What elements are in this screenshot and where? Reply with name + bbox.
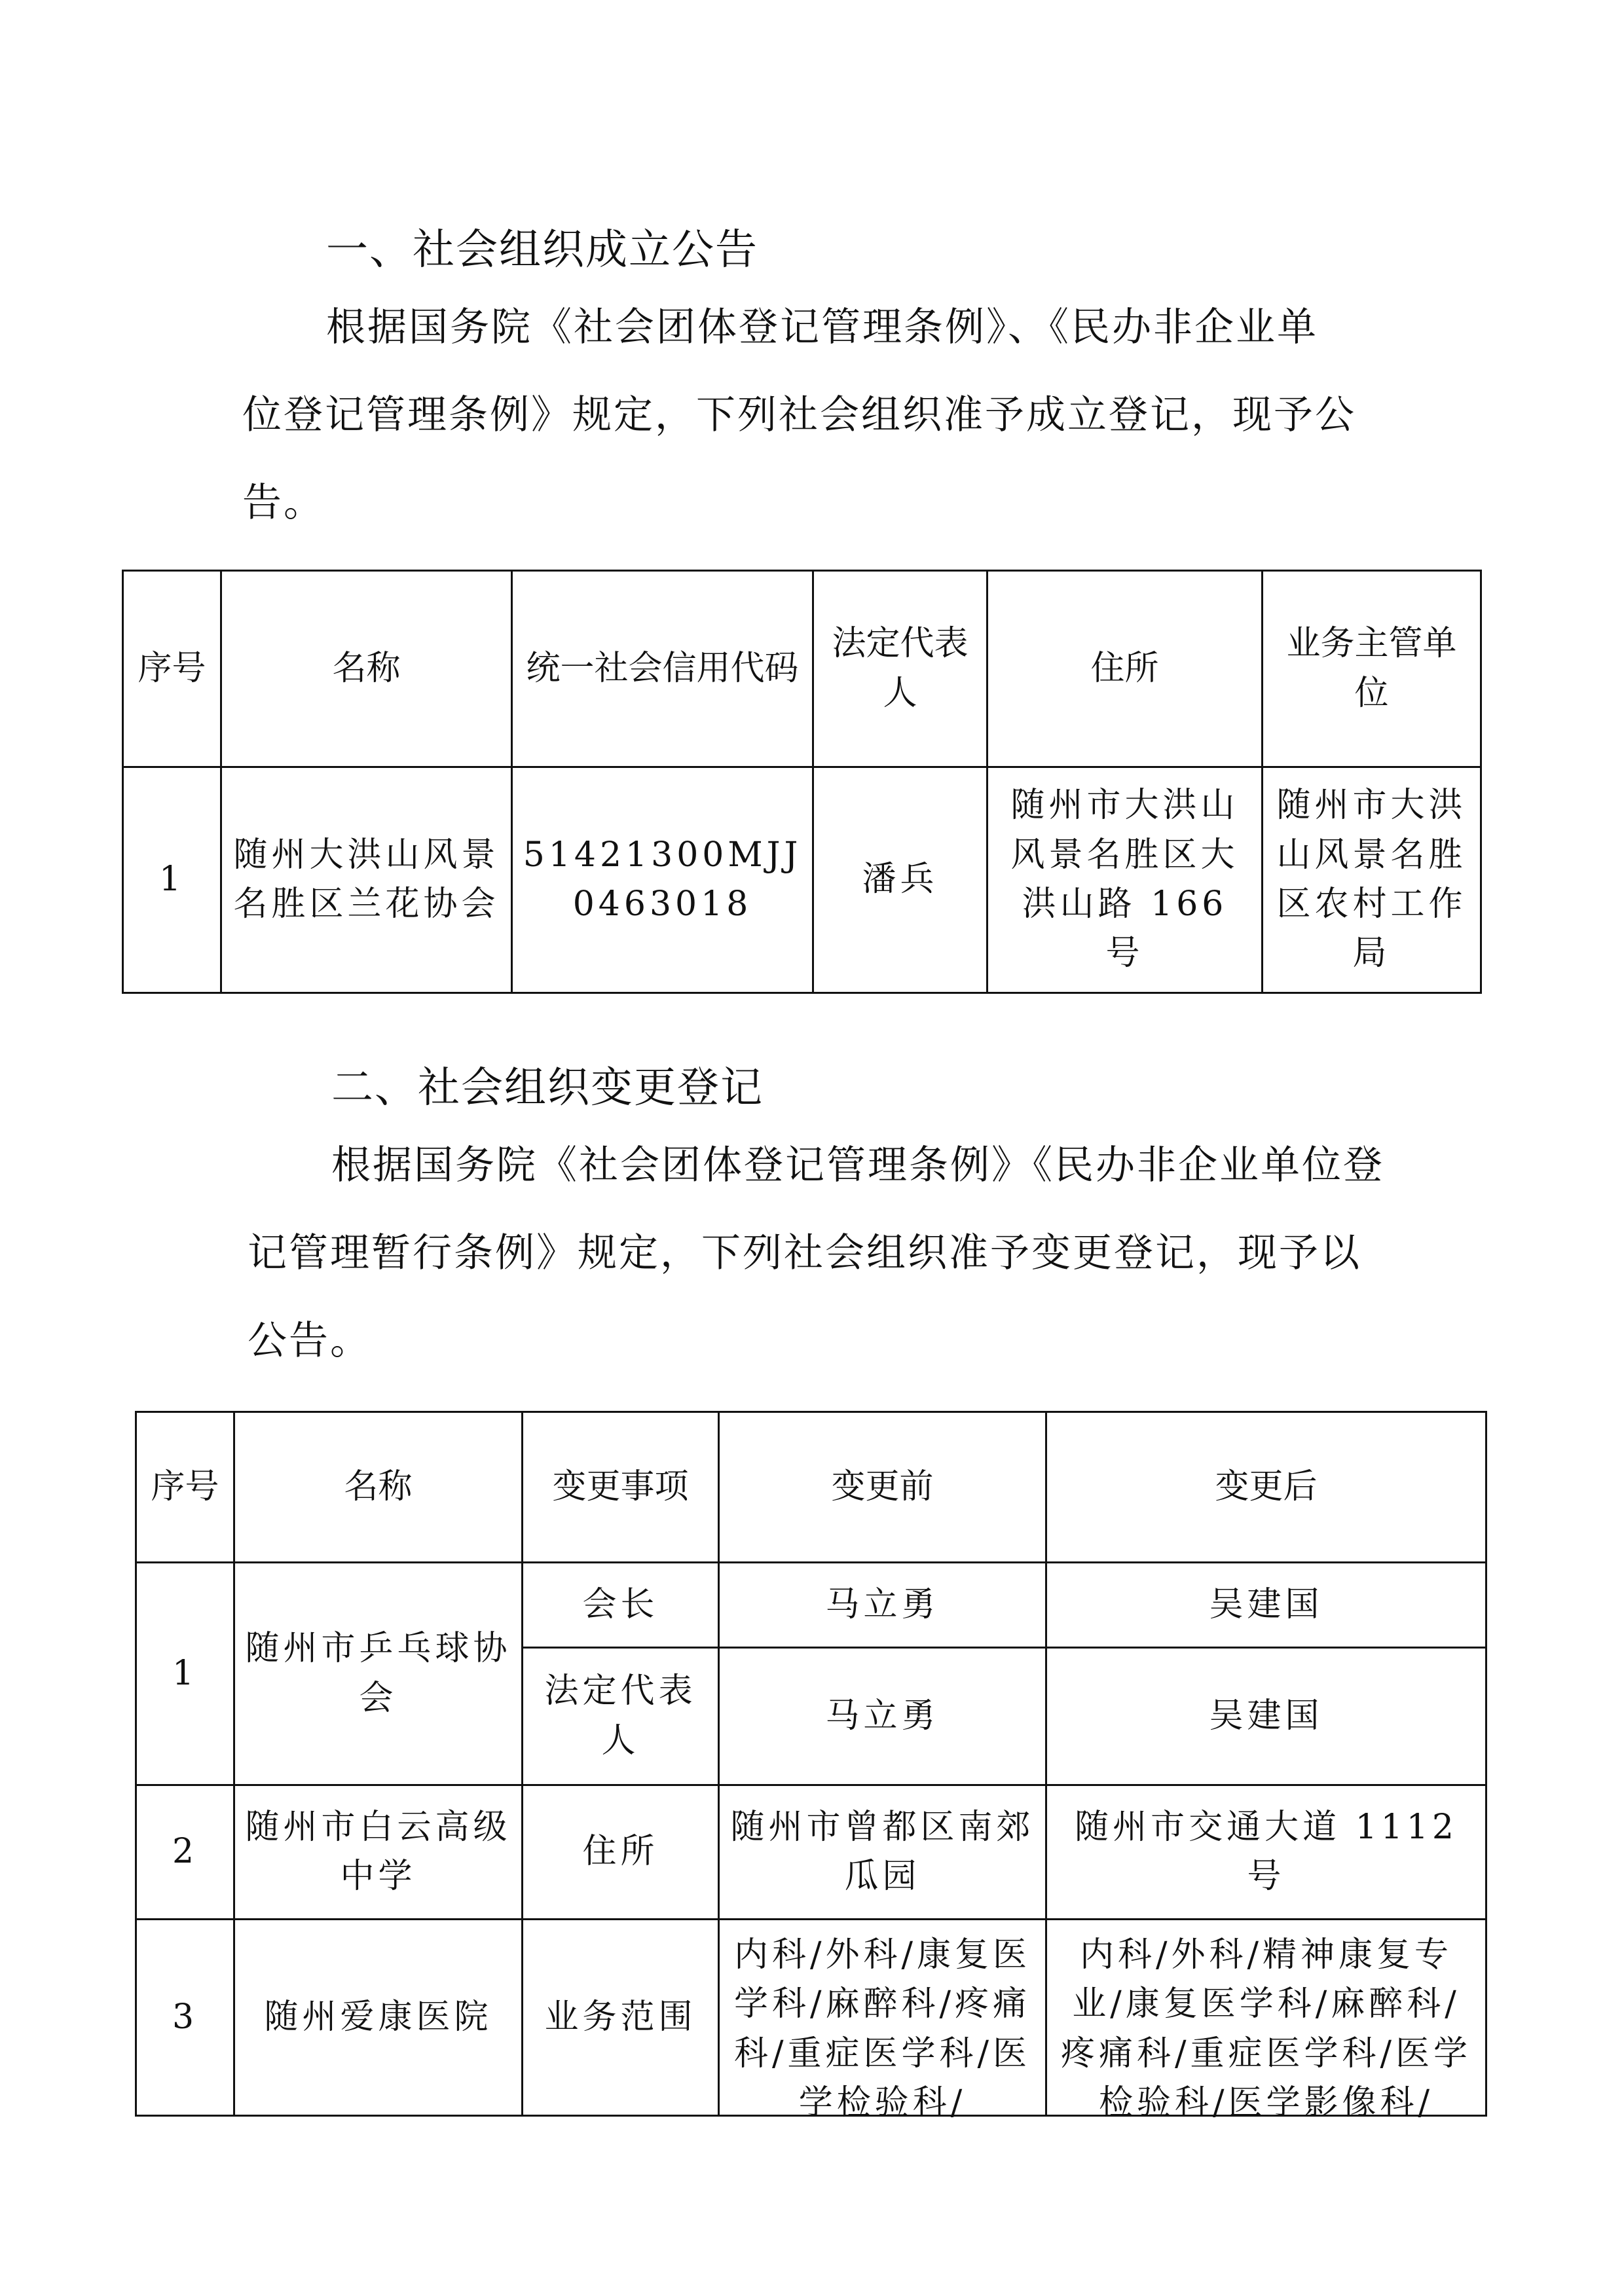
cell-name: 随州大洪山风景名胜区兰花协会 (221, 767, 512, 993)
header-authority: 业务主管单位 (1263, 571, 1481, 767)
cell-change-item: 会长 (523, 1563, 719, 1648)
section1-heading: 一、社会组织成立公告 (326, 226, 758, 274)
cell-seq: 1 (136, 1563, 234, 1785)
section2-heading: 二、社会组织变更登记 (331, 1064, 764, 1112)
cell-credit-code: 51421300MJJ0463018 (512, 767, 813, 993)
cell-before: 马立勇 (719, 1648, 1046, 1785)
paragraph-line: 记管理暂行条例》规定，下列社会组织准予变更登记，现予以 (248, 1230, 1361, 1276)
cell-name: 随州市乒乓球协会 (234, 1563, 523, 1785)
establishment-table (122, 570, 1482, 994)
table-header-row (136, 1412, 1486, 1563)
change-table (135, 1411, 1487, 2123)
header-seq: 序号 (136, 1412, 234, 1563)
cell-name: 随州市白云高级中学 (234, 1785, 523, 1920)
cell-name: 随州爱康医院 (234, 1920, 523, 2116)
header-change-item: 变更事项 (523, 1412, 719, 1563)
paragraph-line: 根据国务院《社会团体登记管理条例》、《民办非企业单 (326, 304, 1318, 350)
header-legal-rep: 法定代表人 (813, 571, 987, 767)
header-address: 住所 (987, 571, 1263, 767)
header-seq: 序号 (123, 571, 221, 767)
header-name: 名称 (234, 1412, 523, 1563)
paragraph-line: 告。 (242, 480, 325, 526)
cell-before: 马立勇 (719, 1563, 1046, 1648)
cell-change-item: 业务范围 (523, 1920, 719, 2116)
cell-after: 随州市交通大道 1112 号 (1046, 1785, 1486, 1920)
cell-after: 吴建国 (1046, 1563, 1486, 1648)
cell-change-item: 住所 (523, 1785, 719, 1920)
cell-seq: 1 (123, 767, 221, 993)
section2-paragraph (248, 1121, 1384, 1385)
cell-change-item: 法定代表人 (523, 1648, 719, 1785)
table-row (123, 767, 1481, 993)
header-after: 变更后 (1046, 1412, 1486, 1563)
cell-seq: 3 (136, 1920, 234, 2116)
table-row (136, 1563, 1486, 1648)
cell-authority: 随州市大洪山风景名胜区农村工作局 (1263, 767, 1481, 993)
cell-address: 随州市大洪山风景名胜区大洪山路 166 号 (987, 767, 1263, 993)
header-before: 变更前 (719, 1412, 1046, 1563)
cell-legal-rep: 潘兵 (813, 767, 987, 993)
cell-after-text: 内科/外科/精神康复专业/康复医学科/麻醉科/疼痛科/重症医学科/医学检验科/医学影像科/ (1060, 1935, 1472, 2123)
cell-after (1046, 1920, 1486, 2123)
table-header-row (123, 571, 1481, 767)
table-row (136, 1920, 1486, 2116)
cell-before (719, 1920, 1046, 2123)
paragraph-line: 公告。 (248, 1318, 371, 1364)
cell-seq: 2 (136, 1785, 234, 1920)
paragraph-line: 位登记管理条例》规定，下列社会组织准予成立登记，现予公 (242, 392, 1356, 438)
header-credit-code: 统一社会信用代码 (512, 571, 813, 767)
section1-paragraph (242, 283, 1356, 547)
cell-after: 吴建国 (1046, 1648, 1486, 1785)
header-name: 名称 (221, 571, 512, 767)
paragraph-line: 根据国务院《社会团体登记管理条例》《民办非企业单位登 (331, 1142, 1384, 1188)
table-row (136, 1785, 1486, 1920)
cell-before-text: 内科/外科/康复医学科/麻醉科/疼痛科/重症医学科/医学检验科/ (733, 1935, 1031, 2123)
cell-before: 随州市曾都区南郊瓜园 (719, 1785, 1046, 1920)
